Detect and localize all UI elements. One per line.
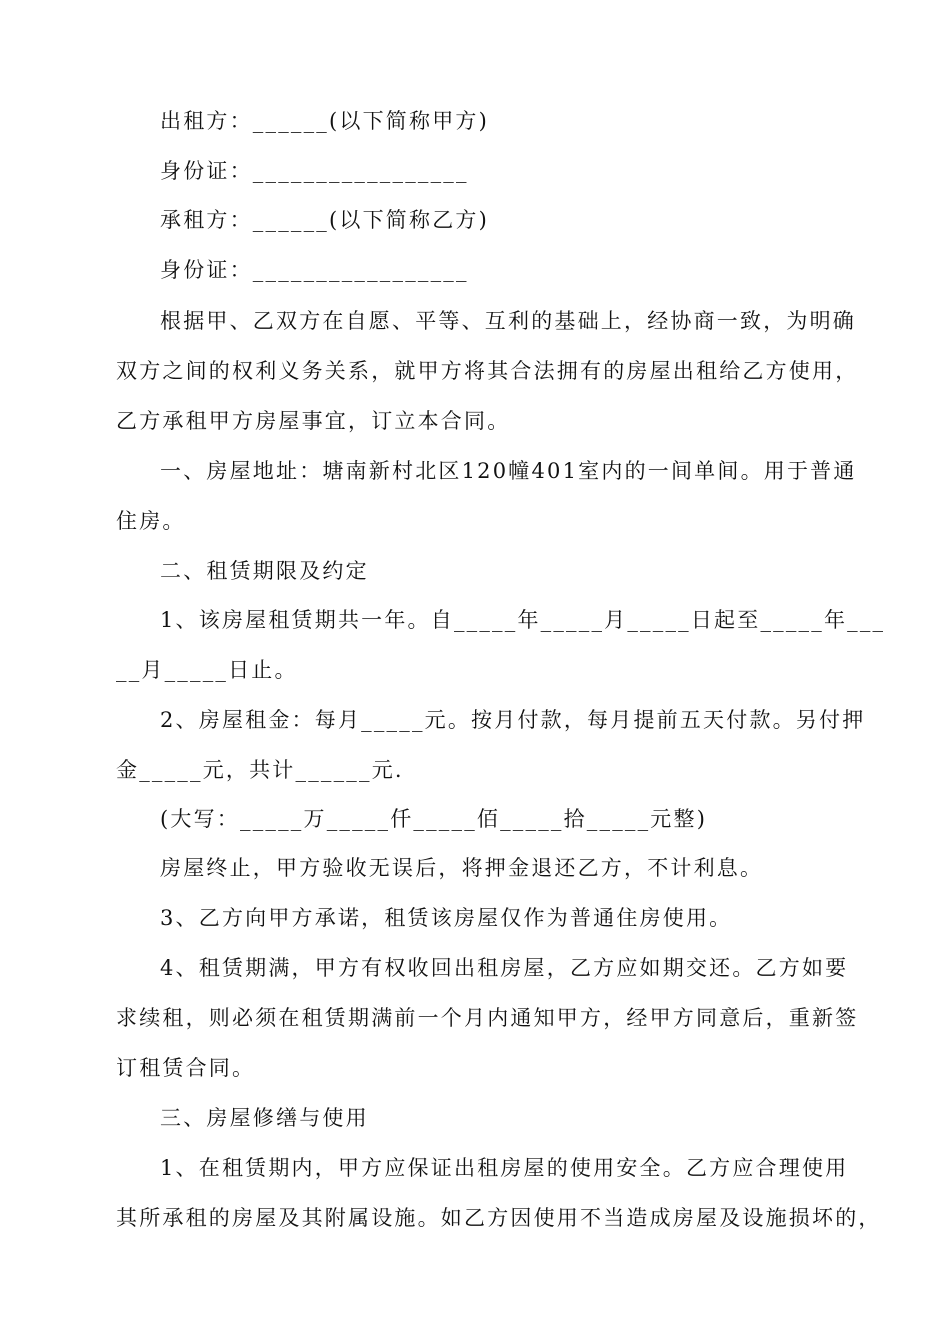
clause-3-1-line-1: 1、在租赁期内，甲方应保证出租房屋的使用安全。乙方应合理使用 [160,1156,849,1180]
section-1-address-line-1: 一、房屋地址：塘南新村北区120幢401室内的一间单间。用于普通 [160,459,857,483]
lessor-id-line: 身份证：_________________ [160,159,469,183]
section-2-heading: 二、租赁期限及约定 [160,559,369,583]
lessor-line: 出租方：______(以下简称甲方) [160,109,489,133]
preamble-line-3: 乙方承租甲方房屋事宜，订立本合同。 [116,409,511,433]
clause-2-1-line-2: __月_____日止。 [116,658,298,682]
lessee-id-line: 身份证：_________________ [160,258,469,282]
preamble-line-1: 根据甲、乙双方在自愿、平等、互利的基础上，经协商一致，为明确 [160,309,856,333]
clause-2-3-line: 3、乙方向甲方承诺，租赁该房屋仅作为普通住房使用。 [160,906,733,930]
clause-2-4-line-1: 4、租赁期满，甲方有权收回出租房屋，乙方应如期交还。乙方如要 [160,956,849,980]
preamble-line-2: 双方之间的权利义务关系，就甲方将其合法拥有的房屋出租给乙方使用， [116,359,859,383]
clause-3-1-line-2: 其所承租的房屋及其附属设施。如乙方因使用不当造成房屋及设施损坏的， [116,1206,882,1230]
clause-2-1-line-1: 1、该房屋租赁期共一年。自_____年_____月_____日起至_____年___ [160,608,886,632]
lessee-line: 承租方：______(以下简称乙方) [160,208,489,232]
clause-2-2-line-1: 2、房屋租金：每月_____元。按月付款，每月提前五天付款。另付押 [160,708,866,732]
amount-in-words-line: (大写：_____万_____仟_____佰_____拾_____元整) [160,807,708,831]
deposit-return-line: 房屋终止，甲方验收无误后，将押金退还乙方，不计利息。 [160,856,764,880]
clause-2-2-line-2: 金_____元，共计______元. [116,758,404,782]
clause-2-4-line-3: 订租赁合同。 [116,1056,256,1080]
section-1-address-line-2: 住房。 [116,509,186,533]
section-3-heading: 三、房屋修缮与使用 [160,1106,369,1130]
clause-2-4-line-2: 求续租，则必须在租赁期满前一个月内通知甲方，经甲方同意后，重新签 [116,1006,859,1030]
